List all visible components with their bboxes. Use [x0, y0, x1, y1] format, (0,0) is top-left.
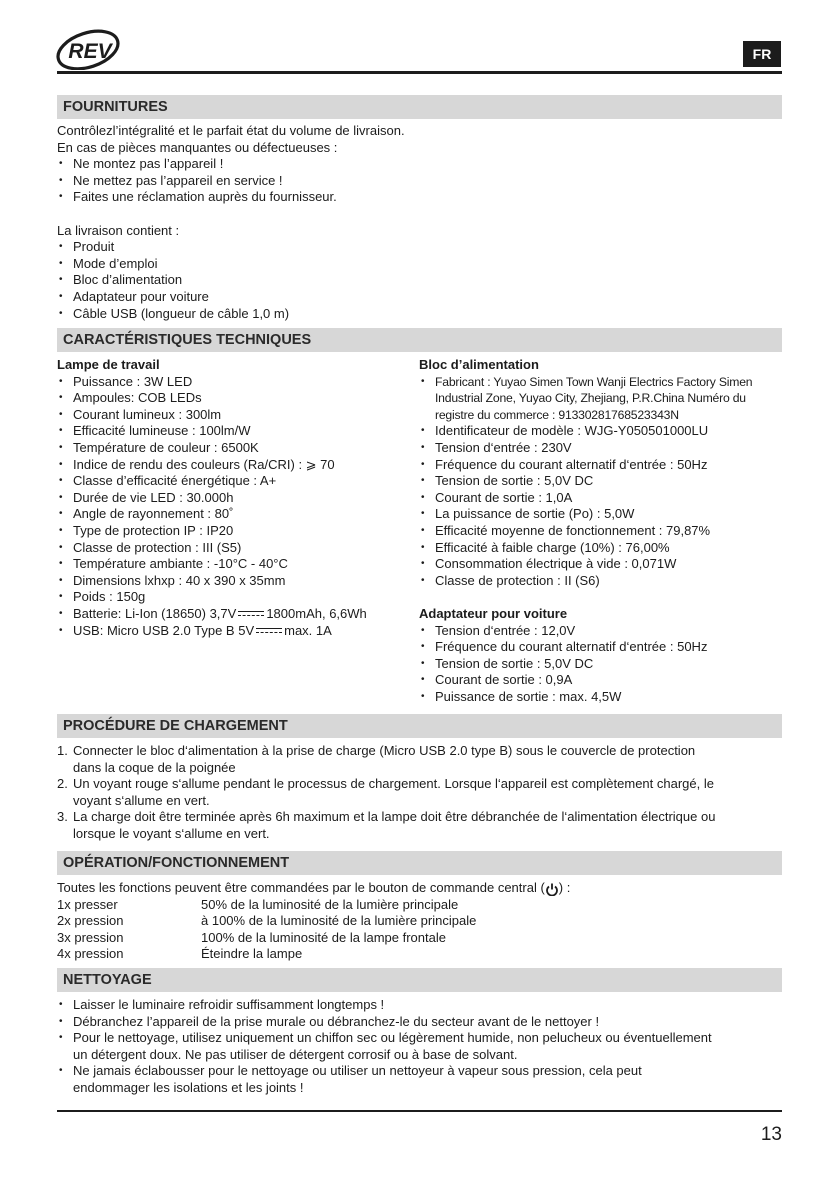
list-item: • Courant lumineux : 300lm [57, 407, 412, 424]
adaptateur-specs [419, 623, 784, 706]
adaptateur-title: Adaptateur pour voiture [419, 605, 568, 621]
list-item: • Efficacité à faible charge (10%) : 76,00% [419, 540, 784, 557]
list-item: • Poids : 150g [57, 589, 412, 606]
bloc-title: Bloc d’alimentation [419, 357, 539, 372]
list-item [57, 606, 412, 623]
press-action: Éteindre la lampe [201, 946, 303, 962]
step-item [57, 776, 787, 809]
operation-row [57, 913, 782, 930]
operation-row [57, 946, 782, 963]
power-button-icon [545, 882, 559, 896]
usb-text: USB: Micro USB 2.0 Type B 5V [73, 622, 255, 638]
list-item: • Adaptateur pour voiture [57, 289, 782, 306]
press-action: 100% de la luminosité de la lampe frontale [201, 929, 446, 945]
rev-logo [55, 28, 125, 70]
item-line: Pour le nettoyage, utilisez uniquement un chiffon sec ou légèrement humide, non pelucheux ou éventuellement [73, 1030, 712, 1046]
list-item: • Angle de rayonnement : 80˚ [57, 506, 412, 523]
step-line: Un voyant rouge s‘allume pendant le processus de chargement. Lorsque l‘appareil est complètement chargé, le [73, 776, 714, 792]
list-item: • Ne mettez pas l’appareil en service ! [57, 173, 782, 190]
battery-text: Batterie: Li-Ion (18650) 3,7V [73, 605, 237, 621]
intro-line: Contrôlezl’intégralité et le parfait état du volume de livraison. [57, 123, 405, 138]
lampe-specs [57, 374, 412, 640]
list-item: • Identificateur de modèle : WJG-Y050501000LU [419, 423, 784, 440]
footer-rule [57, 1110, 782, 1112]
dc-symbol-icon [256, 626, 282, 636]
fabricant-line: Numéro du registre du commerce : 91330281768523343N [435, 391, 746, 422]
step-line: La charge doit être terminée après 6h maximum et la lampe doit être débranchée de l‘alimentation électrique ou [73, 809, 716, 825]
charging-steps [57, 743, 787, 843]
fabricant-line: Simen Industrial Zone, Yuyao City, Zhejiang, P.R.China [435, 374, 753, 406]
list-item: • Courant de sortie : 1,0A [419, 490, 784, 507]
fabricant-line: Fabricant : Yuyao Simen Town Wanji Electrics Factory [435, 374, 716, 389]
list-item: • Consommation électrique à vide : 0,071W [419, 556, 784, 573]
press-count: 1x presser [57, 896, 118, 912]
section-nettoyage-title: NETTOYAGE [57, 968, 782, 992]
list-item: • Classe d’efficacité énergétique : A+ [57, 473, 412, 490]
chargement-body [57, 743, 787, 843]
list-item: • Puissance : 3W LED [57, 374, 412, 391]
list-item: • Température de couleur : 6500K [57, 440, 412, 457]
press-count: 2x pression [57, 913, 124, 929]
list-item [419, 374, 784, 424]
list-item: • Type de protection IP : IP20 [57, 523, 412, 540]
list-item: • Efficacité lumineuse : 100lm/W [57, 423, 412, 440]
operation-intro [57, 880, 782, 897]
list-item: • Mode d’emploi [57, 256, 782, 273]
operation-row [57, 897, 782, 914]
cleaning-list [57, 997, 787, 1097]
operation-row [57, 930, 782, 947]
usb-current: max. 1A [284, 622, 332, 638]
list-item: • Fréquence du courant alternatif d‘entrée : 50Hz [419, 639, 784, 656]
list-item: • Ne montez pas l’appareil ! [57, 156, 782, 173]
list-item: • Dimensions lxhxp : 40 x 390 x 35mm [57, 573, 412, 590]
step-line: voyant s‘allume en vert. [73, 792, 210, 808]
list-item [57, 1014, 787, 1031]
nettoyage-body [57, 997, 787, 1097]
step-number: 2. [57, 776, 68, 792]
list-item: • Fréquence du courant alternatif d‘entrée : 50Hz [419, 457, 784, 474]
step-number: 1. [57, 743, 68, 758]
item-line: Ne jamais éclabousser pour le nettoyage ou utiliser un nettoyeur à vapeur sous pression, cela peut [73, 1063, 642, 1079]
press-count: 4x pression [57, 946, 124, 962]
section-operation-title: OPÉRATION/FONCTIONNEMENT [57, 851, 782, 875]
list-item: • Ampoules: COB LEDs [57, 390, 412, 407]
list-item [57, 1030, 787, 1063]
press-action: 50% de la luminosité de la lumière principale [201, 896, 459, 912]
list-item [57, 1063, 787, 1096]
list-item: • Tension d‘entrée : 230V [419, 440, 784, 457]
list-item: • Faites une réclamation auprès du fournisseur. [57, 189, 782, 206]
section-fournitures-title: FOURNITURES [57, 95, 782, 119]
list-item: • Courant de sortie : 0,9A [419, 672, 784, 689]
step-line: dans la coque de la poignée [73, 759, 236, 775]
list-item: • Puissance de sortie : max. 4,5W [419, 689, 784, 706]
warnings-list [57, 156, 782, 206]
list-item: • Tension d‘entrée : 12,0V [419, 623, 784, 640]
item-line: endommager les isolations et les joints ! [73, 1079, 304, 1095]
list-item: • Câble USB (longueur de câble 1,0 m) [57, 306, 782, 323]
contents-list [57, 239, 782, 322]
list-item: • Efficacité moyenne de fonctionnement : 79,87% [419, 523, 784, 540]
contents-label: La livraison contient : [57, 222, 180, 238]
dc-symbol-icon [238, 609, 264, 619]
press-action: à 100% de la luminosité de la lumière principale [201, 913, 477, 929]
list-item: • La puissance de sortie (Po) : 5,0W [419, 506, 784, 523]
lampe-column [57, 357, 412, 639]
section-caracteristiques-title: CARACTÉRISTIQUES TECHNIQUES [57, 328, 782, 352]
item-line: Laisser le luminaire refroidir suffisamment longtemps ! [73, 997, 385, 1012]
press-count: 3x pression [57, 929, 124, 945]
battery-capacity: 1800mAh, 6,6Wh [266, 605, 367, 621]
page-number: 13 [760, 1124, 782, 1145]
operation-intro-end: ) : [558, 880, 571, 895]
step-item [57, 809, 787, 842]
step-item [57, 743, 787, 776]
item-line: un détergent doux. Ne pas utiliser de détergent corrosif ou à base de solvant. [73, 1046, 518, 1062]
list-item: • Température ambiante : -10°C - 40°C [57, 556, 412, 573]
list-item: • Classe de protection : II (S6) [419, 573, 784, 590]
section-chargement-title: PROCÉDURE DE CHARGEMENT [57, 714, 782, 738]
list-item: • Durée de vie LED : 30.000h [57, 490, 412, 507]
bloc-column [419, 357, 784, 705]
lampe-title: Lampe de travail [57, 357, 160, 372]
bloc-specs [419, 374, 784, 590]
language-badge: FR [743, 41, 781, 67]
list-item: • Bloc d’alimentation [57, 272, 782, 289]
list-item: • Produit [57, 239, 782, 256]
step-number: 3. [57, 809, 68, 825]
step-line: lorsque le voyant s‘allume en vert. [73, 825, 270, 841]
operation-body [57, 880, 782, 963]
step-line: Connecter le bloc d‘alimentation à la prise de charge (Micro USB 2.0 type B) sous le couvercle de protection [73, 743, 696, 758]
list-item: • Tension de sortie : 5,0V DC [419, 473, 784, 490]
logo-text: REV [68, 40, 112, 63]
header-rule [57, 71, 782, 74]
list-item [57, 623, 412, 640]
operation-intro-text: Toutes les fonctions peuvent être commandées par le bouton de commande central ( [57, 880, 545, 895]
list-item: • Classe de protection : III (S5) [57, 540, 412, 557]
list-item [57, 997, 787, 1014]
fournitures-body [57, 123, 782, 322]
intro-line: En cas de pièces manquantes ou défectueuses : [57, 139, 338, 155]
list-item: • Indice de rendu des couleurs (Ra/CRI) : ⩾ 70 [57, 457, 412, 474]
item-line: Débranchez l’appareil de la prise murale ou débranchez-le du secteur avant de le nettoyer ! [73, 1013, 600, 1029]
list-item: • Tension de sortie : 5,0V DC [419, 656, 784, 673]
